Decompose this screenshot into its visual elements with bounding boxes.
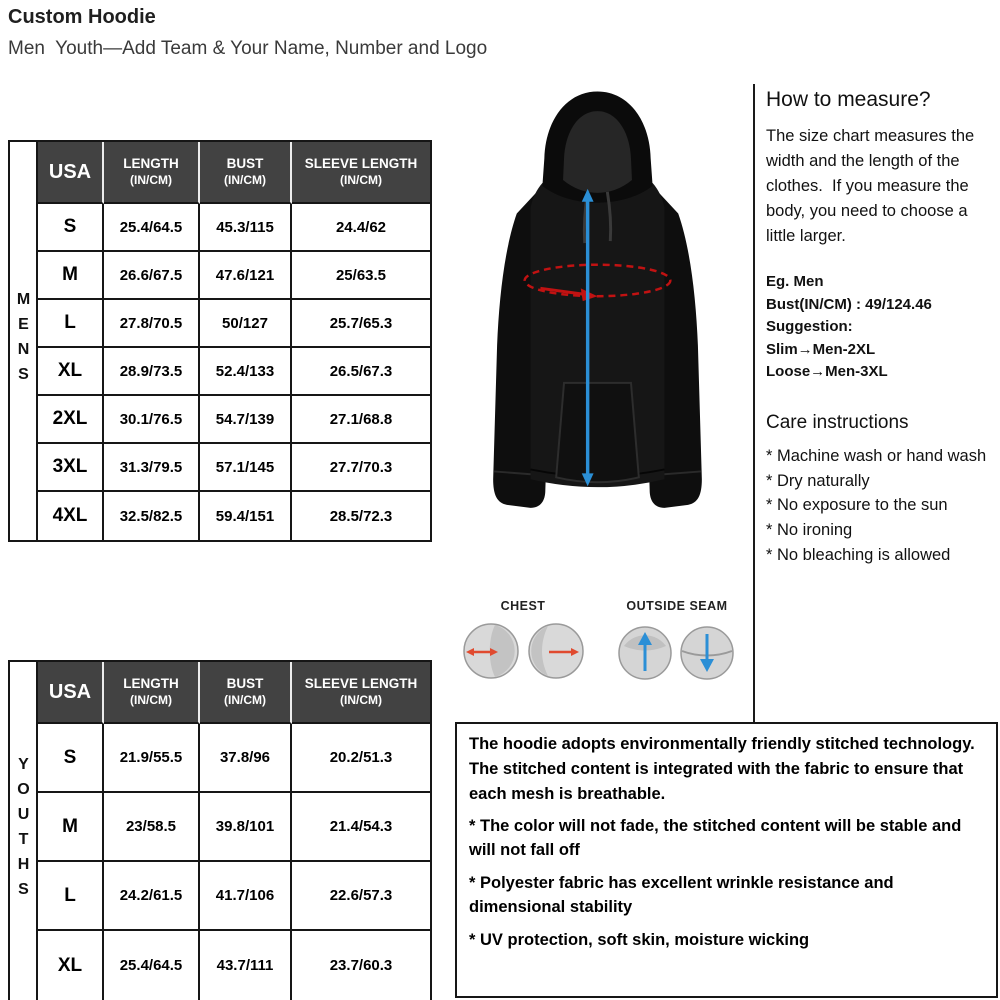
length-value: 30.1/76.5 [104, 396, 200, 444]
youths-header-row [38, 662, 430, 724]
mens-group-label: MENS [10, 142, 38, 540]
sleeve-value: 28.5/72.3 [292, 492, 430, 540]
description-bullet: * The color will not fade, the stitched content will be stable and will not fall off [469, 817, 962, 860]
table-row [38, 793, 430, 862]
length-value: 28.9/73.5 [104, 348, 200, 396]
how-to-measure-panel [766, 88, 996, 568]
col-header-label: BUST [226, 156, 264, 172]
bust-value: 43.7/111 [200, 931, 292, 1000]
col-header-label: SLEEVE LENGTH [304, 676, 418, 692]
table-row [38, 252, 430, 300]
care-item: * No exposure to the sun [766, 496, 948, 515]
description-bullet: * Polyester fabric has excellent wrinkle resistance and dimensional stability [469, 874, 894, 917]
care-item: * Machine wash or hand wash [766, 446, 987, 465]
chest-measure-icon-a [462, 622, 520, 680]
table-row [38, 444, 430, 492]
outside-seam-icon-a [616, 624, 674, 682]
bust-value: 52.4/133 [200, 348, 292, 396]
bust-value: 54.7/139 [200, 396, 292, 444]
col-header-label: BUST [226, 676, 264, 692]
size-label: 2XL [38, 396, 104, 444]
length-value: 27.8/70.5 [104, 300, 200, 348]
care-item: * No bleaching is allowed [766, 545, 951, 564]
mens-header-row [38, 142, 430, 204]
care-item: * Dry naturally [766, 471, 870, 490]
example-line: Suggestion: [766, 318, 853, 336]
how-to-measure-title: How to measure? [766, 88, 931, 111]
hoodie-pocket [556, 383, 639, 482]
product-description-box [455, 722, 998, 998]
col-header-usa: USA [38, 142, 104, 204]
col-header-bust [200, 142, 292, 204]
col-header-sleeve [292, 142, 430, 204]
size-label: S [38, 204, 104, 252]
example-line: Loose→Men-3XL [766, 363, 888, 381]
sleeve-value: 26.5/67.3 [292, 348, 430, 396]
length-value: 25.4/64.5 [104, 204, 200, 252]
col-header-label: LENGTH [123, 676, 179, 692]
size-label: M [38, 252, 104, 300]
sleeve-value: 20.2/51.3 [292, 724, 430, 793]
sleeve-value: 23.7/60.3 [292, 931, 430, 1000]
col-header-usa: USA [38, 662, 104, 724]
col-header-length [104, 142, 200, 204]
table-row [38, 396, 430, 444]
length-value: 25.4/64.5 [104, 931, 200, 1000]
sleeve-value: 27.1/68.8 [292, 396, 430, 444]
size-label: M [38, 793, 104, 862]
bust-value: 41.7/106 [200, 862, 292, 931]
chest-measure-icon-b [527, 622, 585, 680]
length-value: 31.3/79.5 [104, 444, 200, 492]
how-to-measure-text: The size chart measures the width and the length of the clothes. If you measure the body, you need to choose a little larger. [766, 127, 979, 246]
length-value: 32.5/82.5 [104, 492, 200, 540]
youths-size-table [38, 662, 430, 1000]
description-intro: The hoodie adopts environmentally friendly stitched technology. The stitched content is integrated with the fabric to ensure that each mesh is breathable. [469, 735, 975, 803]
table-row [38, 931, 430, 1000]
col-header-unit: (IN/CM) [224, 173, 266, 188]
outside-seam-icon-b [678, 624, 736, 682]
care-instructions-list [766, 444, 996, 568]
bust-value: 50/127 [200, 300, 292, 348]
table-row [38, 204, 430, 252]
length-value: 26.6/67.5 [104, 252, 200, 300]
bust-value: 47.6/121 [200, 252, 292, 300]
bust-value: 37.8/96 [200, 724, 292, 793]
size-label: 4XL [38, 492, 104, 540]
col-header-unit: (IN/CM) [130, 173, 172, 188]
col-header-label: SLEEVE LENGTH [304, 156, 418, 172]
col-header-label: LENGTH [123, 156, 179, 172]
table-row [38, 492, 430, 540]
outside-seam-label: OUTSIDE SEAM [626, 599, 728, 613]
bust-value: 45.3/115 [200, 204, 292, 252]
care-item: * No ironing [766, 521, 853, 540]
table-row [38, 300, 430, 348]
length-value: 24.2/61.5 [104, 862, 200, 931]
youths-size-chart [8, 660, 432, 1000]
col-header-unit: (IN/CM) [340, 173, 382, 188]
col-header-length [104, 662, 200, 724]
col-header-unit: (IN/CM) [130, 693, 172, 708]
table-row [38, 724, 430, 793]
col-header-unit: (IN/CM) [340, 693, 382, 708]
sleeve-value: 25/63.5 [292, 252, 430, 300]
table-row [38, 348, 430, 396]
table-row [38, 862, 430, 931]
size-label: 3XL [38, 444, 104, 492]
size-label: S [38, 724, 104, 793]
mens-size-chart [8, 140, 432, 542]
col-header-sleeve [292, 662, 430, 724]
chest-label: CHEST [500, 599, 546, 613]
hoodie-illustration [440, 86, 755, 596]
size-label: L [38, 862, 104, 931]
mens-size-table [38, 142, 430, 540]
page-title: Custom Hoodie [8, 6, 156, 28]
size-label: XL [38, 931, 104, 1000]
description-bullet: * UV protection, soft skin, moisture wicking [469, 930, 810, 949]
youths-group-label: YOUTHS [10, 662, 38, 1000]
example-line: Eg. Men [766, 273, 824, 291]
sleeve-value: 27.7/70.3 [292, 444, 430, 492]
sizing-example [766, 271, 996, 384]
sleeve-value: 25.7/65.3 [292, 300, 430, 348]
size-label: XL [38, 348, 104, 396]
example-line: Slim→Men-2XL [766, 340, 876, 358]
example-line: Bust(IN/CM) : 49/124.46 [766, 295, 932, 313]
sleeve-value: 21.4/54.3 [292, 793, 430, 862]
bust-value: 39.8/101 [200, 793, 292, 862]
length-value: 21.9/55.5 [104, 724, 200, 793]
page-subtitle: Men Youth—Add Team & Your Name, Number and Logo [8, 38, 488, 59]
bust-value: 57.1/145 [200, 444, 292, 492]
panel-divider [753, 84, 755, 722]
sleeve-value: 24.4/62 [292, 204, 430, 252]
bust-value: 59.4/151 [200, 492, 292, 540]
length-value: 23/58.5 [104, 793, 200, 862]
care-instructions-title: Care instructions [766, 411, 909, 433]
sleeve-value: 22.6/57.3 [292, 862, 430, 931]
col-header-unit: (IN/CM) [224, 693, 266, 708]
col-header-bust [200, 662, 292, 724]
size-label: L [38, 300, 104, 348]
